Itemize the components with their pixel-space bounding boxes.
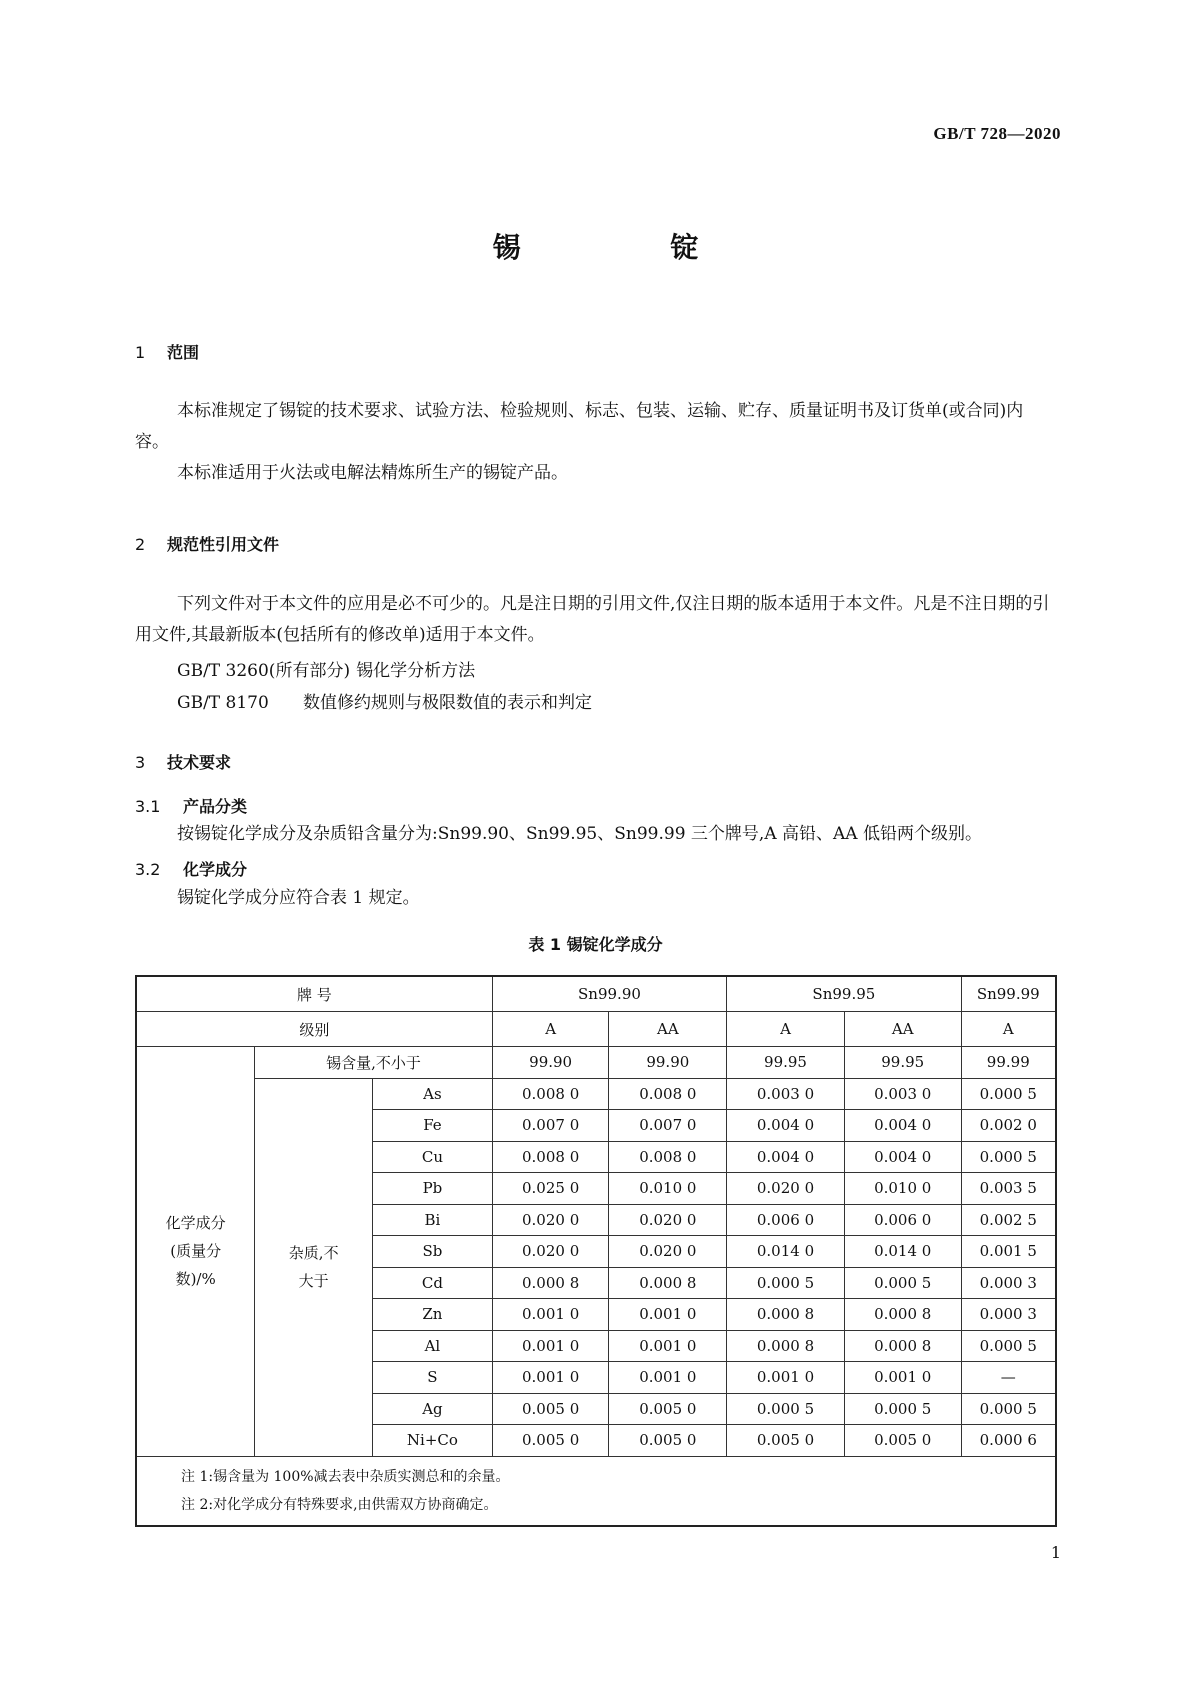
impurity-value: 0.000 8 [727,1299,845,1331]
section-title: 规范性引用文件 [167,535,280,554]
section-title: 技术要求 [167,753,232,772]
brand-cell: Sn99.99 [961,976,1056,1012]
grade-cell: AA [844,1012,961,1047]
impurity-value: 0.001 5 [961,1236,1056,1268]
section-3-2-paragraph: 锡锭化学成分应符合表 1 规定。 [177,888,420,908]
section-1-heading [135,340,199,363]
table-notes [136,1456,1056,1526]
element-cell: Cd [373,1267,493,1299]
impurity-value: 0.005 0 [609,1425,727,1457]
element-cell: Pb [373,1173,493,1205]
impurity-value: 0.010 0 [609,1173,727,1205]
impurity-value: 0.008 0 [609,1078,727,1110]
reference-code: GB/T 8170 [177,693,269,713]
tin-value: 99.90 [609,1047,727,1079]
impurity-value: 0.000 8 [492,1267,609,1299]
impurity-value: 0.008 0 [492,1078,609,1110]
impurity-value: 0.001 0 [492,1362,609,1394]
impurity-value: 0.000 5 [961,1078,1056,1110]
section-1-paragraph-2: 本标准适用于火法或电解法精炼所生产的锡锭产品。 [177,463,568,483]
brand-cell: Sn99.95 [727,976,961,1012]
element-cell: As [373,1078,493,1110]
impurity-value: 0.001 0 [609,1299,727,1331]
subsection-title: 化学成分 [183,860,248,879]
subsection-title: 产品分类 [183,797,248,816]
section-2-heading [135,532,279,555]
reference-item [177,688,592,713]
chem-label-cell [136,1047,255,1457]
impurity-value: 0.000 5 [727,1267,845,1299]
impurity-value: 0.020 0 [609,1204,727,1236]
impurity-value: 0.000 8 [844,1330,961,1362]
grade-cell: A [961,1012,1056,1047]
table-note: 注 1:锡含量为 100%减去表中杂质实测总和的余量。 [181,1468,510,1485]
grade-cell: AA [609,1012,727,1047]
impurity-value: 0.020 0 [492,1236,609,1268]
impurity-value: 0.004 0 [844,1141,961,1173]
reference-title: 锡化学分析方法 [356,661,476,681]
impurity-value: 0.000 3 [961,1267,1056,1299]
table-note: 注 2:对化学成分有特殊要求,由供需双方协商确定。 [181,1496,498,1513]
impurity-value: — [961,1362,1056,1394]
element-cell: Ni+Co [373,1425,493,1457]
standard-code: GB/T 728—2020 [933,124,1061,143]
impurity-value: 0.004 0 [727,1141,845,1173]
impurity-value: 0.002 0 [961,1110,1056,1142]
grade-label: 级别 [136,1012,492,1047]
impurity-value: 0.005 0 [727,1425,845,1457]
element-cell: Bi [373,1204,493,1236]
impurity-value: 0.025 0 [492,1173,609,1205]
impurity-value: 0.000 5 [844,1393,961,1425]
impurity-value: 0.008 0 [609,1141,727,1173]
impurity-value: 0.003 0 [727,1078,845,1110]
section-2-paragraph-1: 下列文件对于本文件的应用是必不可少的。凡是注日期的引用文件,仅注日期的版本适用于本文件。凡是不注日期的引用文件,其最新版本(包括所有的修改单)适用于本文件。 [135,594,1050,645]
section-title: 范围 [167,343,200,362]
impurity-value: 0.002 5 [961,1204,1056,1236]
impurity-value: 0.000 5 [844,1267,961,1299]
tin-content-row [136,1047,1056,1079]
subsection-number: 3.1 [135,797,161,816]
document-title: 锡 锭 [492,231,769,264]
impurity-value: 0.003 0 [844,1078,961,1110]
impurity-value: 0.020 0 [727,1173,845,1205]
subsection-number: 3.2 [135,860,161,879]
impurity-value: 0.000 5 [727,1393,845,1425]
section-number: 3 [135,753,146,772]
section-number: 2 [135,535,146,554]
brand-header-row [136,976,1056,1012]
impurity-value: 0.020 0 [492,1204,609,1236]
reference-code: GB/T 3260(所有部分) [177,661,351,681]
impurity-label-cell [255,1078,373,1456]
impurity-value: 0.005 0 [492,1425,609,1457]
grade-header-row [136,1012,1056,1047]
impurity-row [136,1078,1056,1110]
impurity-value: 0.000 5 [961,1330,1056,1362]
element-cell: Al [373,1330,493,1362]
section-3-1-heading [135,794,247,817]
impurity-value: 0.000 5 [961,1141,1056,1173]
reference-item [177,656,475,681]
brand-cell: Sn99.90 [492,976,726,1012]
tin-value: 99.90 [492,1047,609,1079]
section-3-heading [135,750,231,773]
element-cell: Zn [373,1299,493,1331]
impurity-value: 0.000 5 [961,1393,1056,1425]
impurity-value: 0.000 3 [961,1299,1056,1331]
brand-label: 牌 号 [136,976,492,1012]
section-3-2-heading [135,857,247,880]
table-caption: 表 1 锡锭化学成分 [528,935,663,954]
impurity-value: 0.006 0 [727,1204,845,1236]
page-number: 1 [1050,1543,1061,1562]
impurity-label: 杂质,不大于 [288,1244,339,1290]
impurity-value: 0.005 0 [609,1393,727,1425]
impurity-value: 0.005 0 [844,1425,961,1457]
element-cell: Sb [373,1236,493,1268]
section-3-1-paragraph: 按锡锭化学成分及杂质铅含量分为:Sn99.90、Sn99.95、Sn99.99 三个牌号,A 高铅、AA 低铅两个级别。 [177,824,982,844]
impurity-value: 0.000 8 [844,1299,961,1331]
impurity-value: 0.001 0 [492,1299,609,1331]
impurity-value: 0.001 0 [609,1330,727,1362]
tin-value: 99.99 [961,1047,1056,1079]
reference-title: 数值修约规则与极限数值的表示和判定 [303,693,592,713]
chemical-composition-table [135,975,1057,1527]
grade-cell: A [727,1012,845,1047]
impurity-value: 0.020 0 [609,1236,727,1268]
section-number: 1 [135,343,146,362]
grade-cell: A [492,1012,609,1047]
element-cell: Fe [373,1110,493,1142]
section-1-paragraph-1: 本标准规定了锡锭的技术要求、试验方法、检验规则、标志、包装、运输、贮存、质量证明书及订货单(或合同)内容。 [135,401,1024,452]
impurity-value: 0.003 5 [961,1173,1056,1205]
chem-label: 化学成分(质量分数)/% [165,1214,226,1289]
impurity-value: 0.004 0 [727,1110,845,1142]
element-cell: S [373,1362,493,1394]
impurity-value: 0.001 0 [492,1330,609,1362]
impurity-value: 0.004 0 [844,1110,961,1142]
impurity-value: 0.005 0 [492,1393,609,1425]
impurity-value: 0.014 0 [727,1236,845,1268]
impurity-value: 0.006 0 [844,1204,961,1236]
impurity-value: 0.014 0 [844,1236,961,1268]
impurity-value: 0.000 6 [961,1425,1056,1457]
impurity-value: 0.007 0 [492,1110,609,1142]
tin-value: 99.95 [727,1047,845,1079]
impurity-value: 0.001 0 [844,1362,961,1394]
tin-label: 锡含量,不小于 [255,1047,492,1079]
impurity-value: 0.008 0 [492,1141,609,1173]
element-cell: Ag [373,1393,493,1425]
impurity-value: 0.000 8 [609,1267,727,1299]
impurity-value: 0.001 0 [609,1362,727,1394]
element-cell: Cu [373,1141,493,1173]
impurity-value: 0.000 8 [727,1330,845,1362]
impurity-value: 0.001 0 [727,1362,845,1394]
tin-value: 99.95 [844,1047,961,1079]
impurity-value: 0.007 0 [609,1110,727,1142]
impurity-value: 0.010 0 [844,1173,961,1205]
